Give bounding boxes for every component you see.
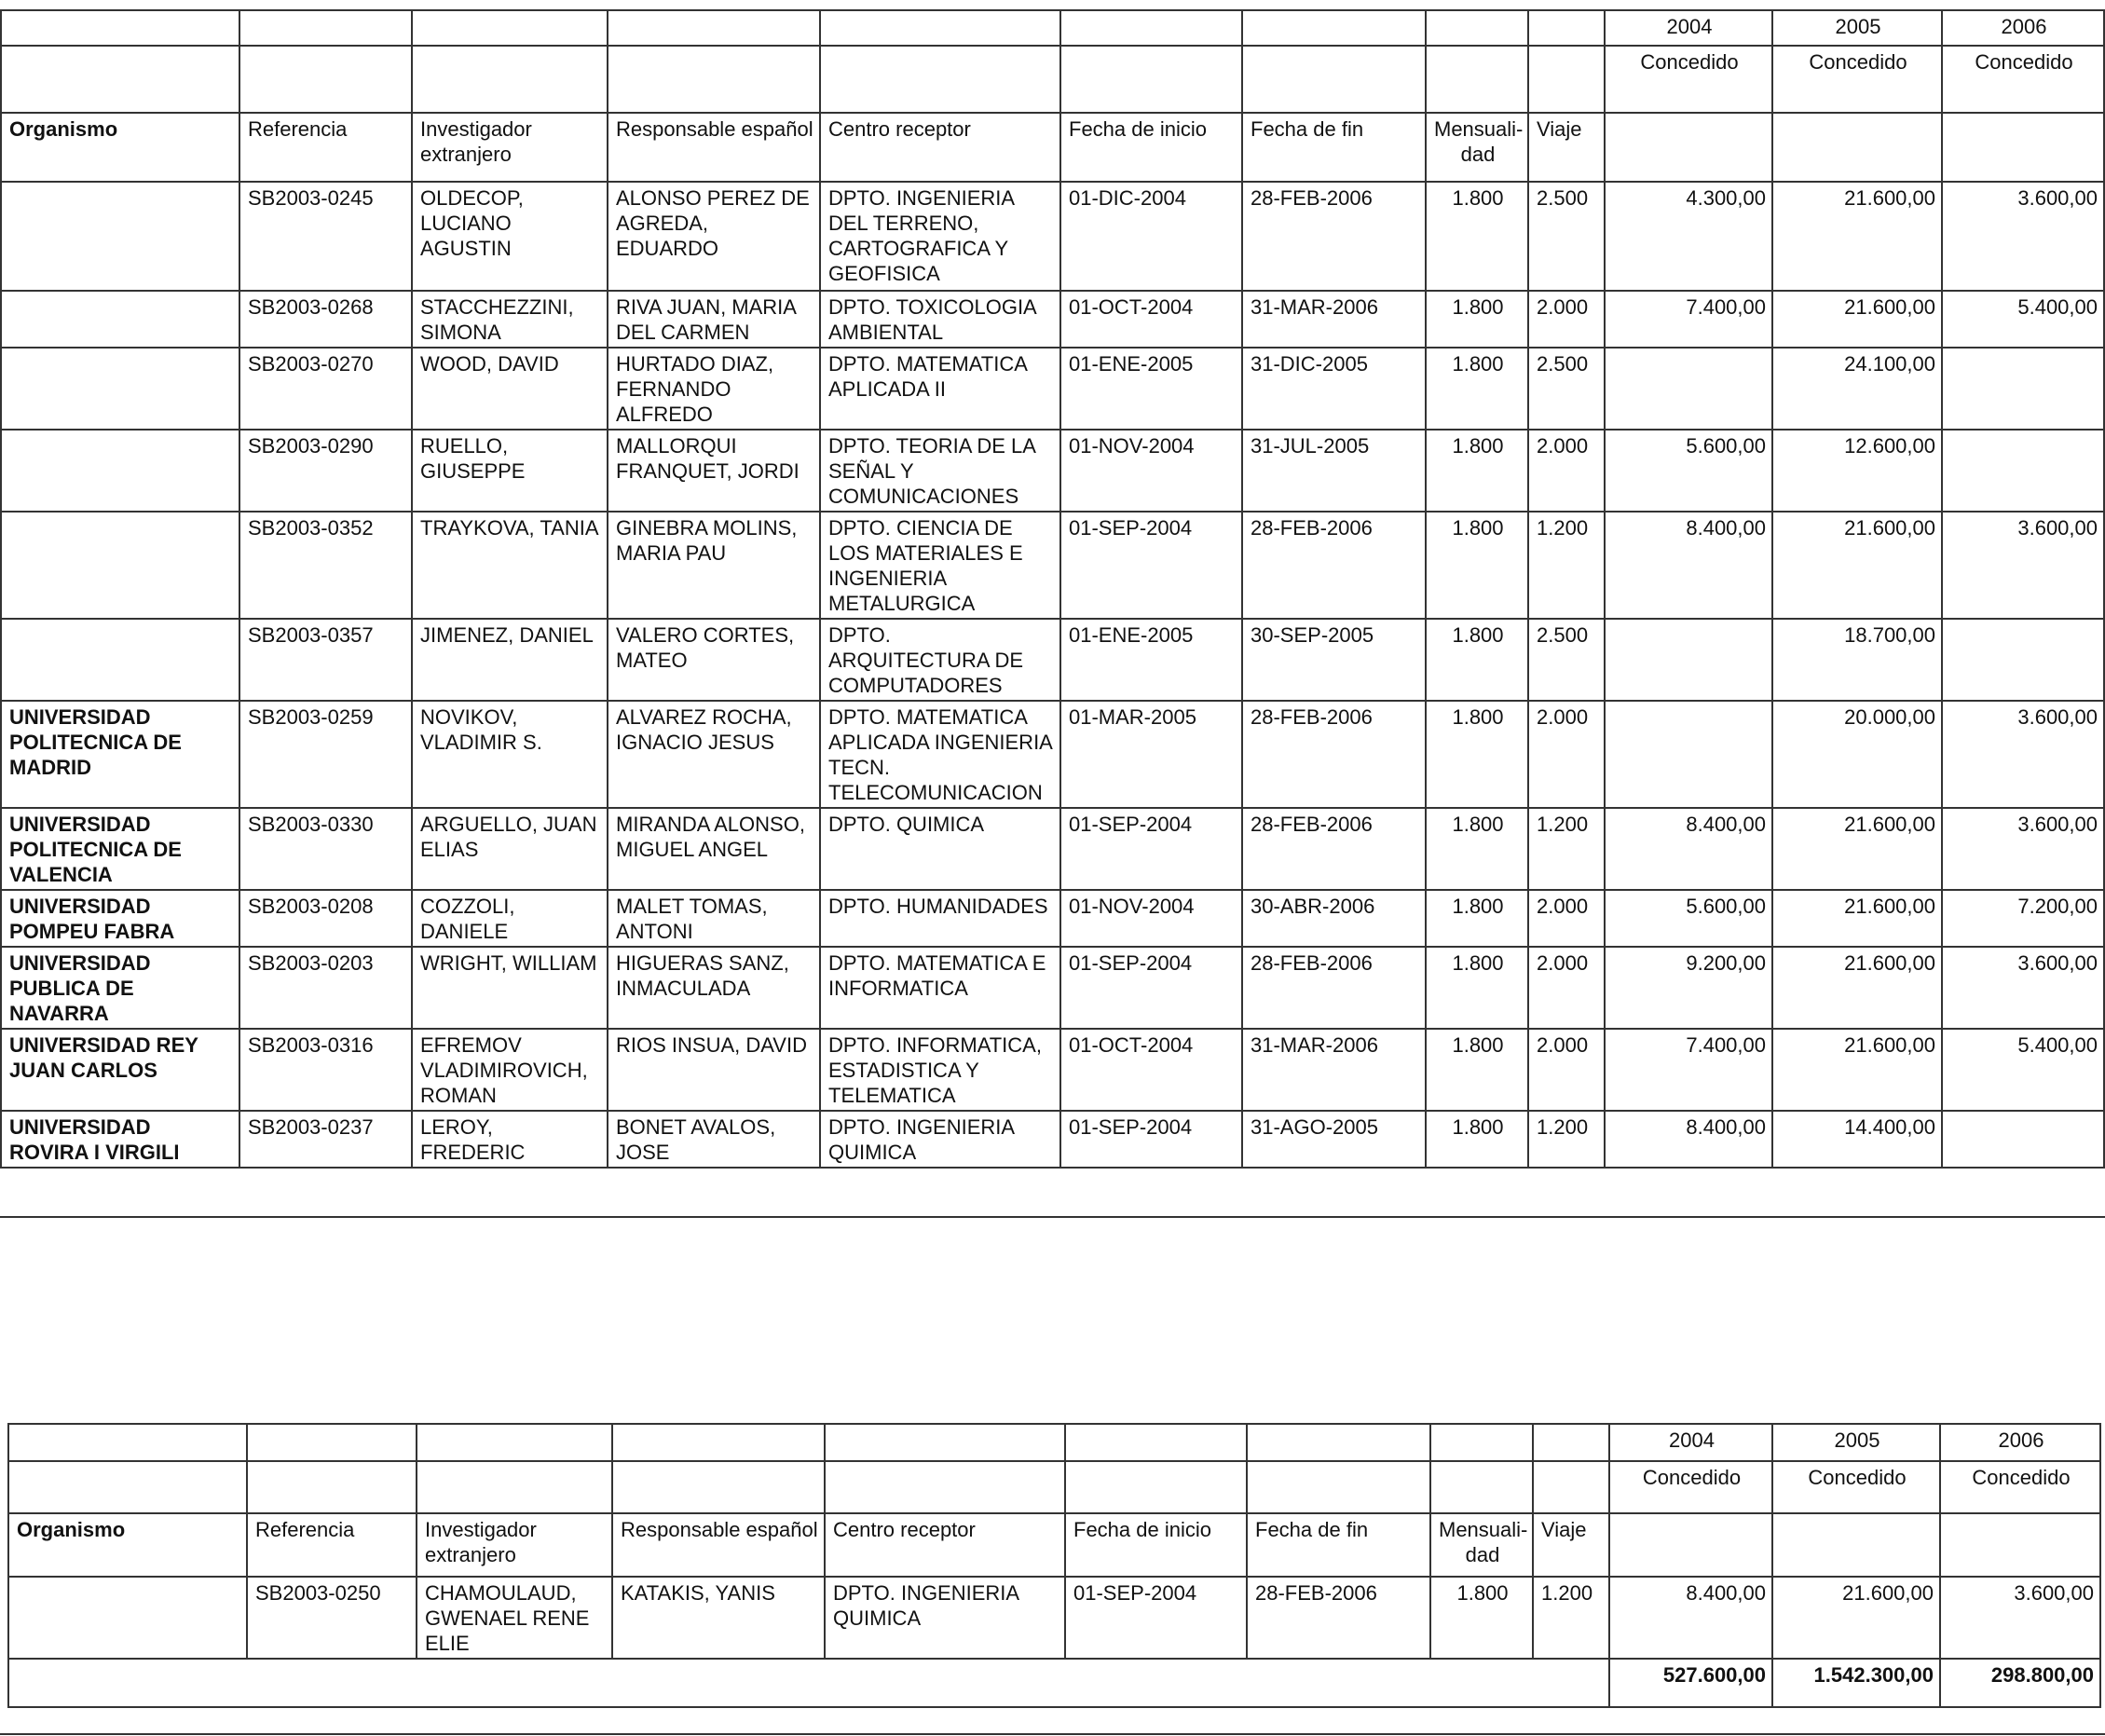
concedido-2004-cell: 9.200,00: [1605, 947, 1772, 1029]
investigador-cell: COZZOLI, DANIELE: [412, 890, 608, 947]
fecha-fin-cell: 28-FEB-2006: [1242, 947, 1426, 1029]
viaje-cell: 2.000: [1528, 430, 1605, 512]
fecha-fin-cell: 31-AGO-2005: [1242, 1111, 1426, 1168]
year-header-row: [1, 10, 2104, 46]
blank-cell: [1772, 1513, 1940, 1577]
fecha-inicio-cell: 01-SEP-2004: [1060, 808, 1242, 890]
responsable-cell: ALONSO PEREZ DE AGREDA, EDUARDO: [608, 182, 820, 291]
blank-cell: [1533, 1424, 1609, 1461]
investigador-cell: JIMENEZ, DANIEL: [412, 619, 608, 701]
referencia-cell: SB2003-0268: [239, 291, 412, 348]
concedido-header-row: [1, 46, 2104, 113]
blank-cell: [612, 1461, 825, 1513]
investigador-cell: NOVIKOV, VLADIMIR S.: [412, 701, 608, 808]
fecha-fin-cell: 28-FEB-2006: [1242, 182, 1426, 291]
concedido-2005-header: Concedido: [1772, 1461, 1940, 1513]
fecha-inicio-cell: 01-OCT-2004: [1060, 291, 1242, 348]
mensualidad-cell: 1.800: [1426, 291, 1528, 348]
total-2006: 298.800,00: [1940, 1659, 2100, 1707]
blank-cell: [1609, 1513, 1772, 1577]
organismo-header: Organismo: [1, 113, 239, 182]
blank-cell: [239, 46, 412, 113]
centro-cell: DPTO. MATEMATICA APLICADA INGENIERIA TECN. TELECOMUNICACION: [820, 701, 1060, 808]
organismo-cell: UNIVERSIDAD ROVIRA I VIRGILI: [1, 1111, 239, 1168]
bottom-divider: [0, 1733, 2105, 1735]
blank-cell: [1533, 1461, 1609, 1513]
responsable-cell: MIRANDA ALONSO, MIGUEL ANGEL: [608, 808, 820, 890]
concedido-2004-cell: 8.400,00: [1609, 1577, 1772, 1659]
concedido-2004-cell: [1605, 619, 1772, 701]
blank-cell: [412, 10, 608, 46]
blank-cell: [1528, 10, 1605, 46]
fecha-fin-cell: 28-FEB-2006: [1242, 701, 1426, 808]
fecha-fin-header: Fecha de fin: [1247, 1513, 1430, 1577]
referencia-cell: SB2003-0245: [239, 182, 412, 291]
fecha-inicio-header: Fecha de inicio: [1060, 113, 1242, 182]
concedido-2006-cell: [1942, 1111, 2104, 1168]
concedido-2006-cell: 3.600,00: [1942, 947, 2104, 1029]
mensualidad-header: Mensuali- dad: [1426, 113, 1528, 182]
year-2004-header: 2004: [1609, 1424, 1772, 1461]
totals-row: [8, 1659, 2100, 1707]
concedido-2005-cell: 20.000,00: [1772, 701, 1942, 808]
concedido-2005-cell: 21.600,00: [1772, 890, 1942, 947]
centro-header: Centro receptor: [825, 1513, 1065, 1577]
organismo-cell: [1, 291, 239, 348]
concedido-header-row: [8, 1461, 2100, 1513]
blank-cell: [1065, 1424, 1247, 1461]
blank-cell: [820, 10, 1060, 46]
mensualidad-cell: 1.800: [1426, 808, 1528, 890]
blank-cell: [1528, 46, 1605, 113]
responsable-cell: HURTADO DIAZ, FERNANDO ALFREDO: [608, 348, 820, 430]
concedido-2005-cell: 21.600,00: [1772, 512, 1942, 619]
concedido-2004-cell: 8.400,00: [1605, 1111, 1772, 1168]
responsable-cell: ALVAREZ ROCHA, IGNACIO JESUS: [608, 701, 820, 808]
organismo-cell: UNIVERSIDAD POLITECNICA DE MADRID: [1, 701, 239, 808]
blank-cell: [417, 1461, 612, 1513]
organismo-cell: [8, 1577, 247, 1659]
centro-cell: DPTO. MATEMATICA APLICADA II: [820, 348, 1060, 430]
centro-cell: DPTO. INGENIERIA DEL TERRENO, CARTOGRAFICA Y GEOFISICA: [820, 182, 1060, 291]
table-row: [1, 947, 2104, 1029]
centro-cell: DPTO. TEORIA DE LA SEÑAL Y COMUNICACIONES: [820, 430, 1060, 512]
blank-cell: [1242, 10, 1426, 46]
centro-cell: DPTO. INGENIERIA QUIMICA: [820, 1111, 1060, 1168]
fecha-inicio-cell: 01-MAR-2005: [1060, 701, 1242, 808]
organismo-cell: [1, 619, 239, 701]
concedido-2005-header: Concedido: [1772, 46, 1942, 113]
concedido-2006-cell: 3.600,00: [1942, 808, 2104, 890]
blank-cell: [1426, 46, 1528, 113]
table-row: [1, 701, 2104, 808]
blank-cell: [825, 1461, 1065, 1513]
concedido-2006-cell: 5.400,00: [1942, 291, 2104, 348]
viaje-cell: 2.000: [1528, 890, 1605, 947]
concedido-2005-cell: 21.600,00: [1772, 182, 1942, 291]
fecha-fin-cell: 30-SEP-2005: [1242, 619, 1426, 701]
mensualidad-cell: 1.800: [1426, 430, 1528, 512]
viaje-cell: 2.000: [1528, 291, 1605, 348]
referencia-cell: SB2003-0259: [239, 701, 412, 808]
section-divider: [0, 1216, 2105, 1218]
mensualidad-cell: 1.800: [1426, 182, 1528, 291]
concedido-2006-cell: [1942, 430, 2104, 512]
mensualidad-cell: 1.800: [1426, 348, 1528, 430]
investigador-cell: LEROY, FREDERIC: [412, 1111, 608, 1168]
blank-cell: [1940, 1513, 2100, 1577]
responsable-cell: GINEBRA MOLINS, MARIA PAU: [608, 512, 820, 619]
organismo-cell: [1, 430, 239, 512]
fecha-inicio-cell: 01-NOV-2004: [1060, 430, 1242, 512]
responsable-cell: VALERO CORTES, MATEO: [608, 619, 820, 701]
centro-cell: DPTO. HUMANIDADES: [820, 890, 1060, 947]
blank-cell: [1060, 10, 1242, 46]
concedido-2005-cell: 14.400,00: [1772, 1111, 1942, 1168]
blank-cell: [608, 10, 820, 46]
concedido-2004-cell: 8.400,00: [1605, 808, 1772, 890]
column-header-row: [1, 113, 2104, 182]
responsable-cell: RIOS INSUA, DAVID: [608, 1029, 820, 1111]
referencia-cell: SB2003-0270: [239, 348, 412, 430]
investigador-cell: TRAYKOVA, TANIA: [412, 512, 608, 619]
investigador-header: Investigador extranjero: [417, 1513, 612, 1577]
blank-cell: [1065, 1461, 1247, 1513]
viaje-cell: 2.000: [1528, 1029, 1605, 1111]
investigador-cell: ARGUELLO, JUAN ELIAS: [412, 808, 608, 890]
organismo-cell: [1, 348, 239, 430]
grants-table-1: [0, 9, 2105, 1169]
centro-cell: DPTO. CIENCIA DE LOS MATERIALES E INGENIERIA METALURGICA: [820, 512, 1060, 619]
concedido-2004-cell: 5.600,00: [1605, 430, 1772, 512]
referencia-cell: SB2003-0316: [239, 1029, 412, 1111]
organismo-header: Organismo: [8, 1513, 247, 1577]
investigador-cell: RUELLO, GIUSEPPE: [412, 430, 608, 512]
responsable-cell: MALET TOMAS, ANTONI: [608, 890, 820, 947]
concedido-2005-cell: 21.600,00: [1772, 1029, 1942, 1111]
blank-cell: [1, 10, 239, 46]
concedido-2004-cell: [1605, 348, 1772, 430]
viaje-cell: 2.500: [1528, 619, 1605, 701]
blank-cell: [1247, 1424, 1430, 1461]
viaje-cell: 2.000: [1528, 947, 1605, 1029]
fecha-inicio-cell: 01-ENE-2005: [1060, 348, 1242, 430]
fecha-inicio-cell: 01-DIC-2004: [1060, 182, 1242, 291]
table-row: [1, 808, 2104, 890]
investigador-cell: OLDECOP, LUCIANO AGUSTIN: [412, 182, 608, 291]
concedido-2004-header: Concedido: [1609, 1461, 1772, 1513]
viaje-cell: 1.200: [1528, 1111, 1605, 1168]
investigador-cell: STACCHEZZINI, SIMONA: [412, 291, 608, 348]
mensualidad-cell: 1.800: [1426, 701, 1528, 808]
year-2005-header: 2005: [1772, 1424, 1940, 1461]
viaje-cell: 2.000: [1528, 701, 1605, 808]
organismo-cell: [1, 182, 239, 291]
year-2004-header: 2004: [1605, 10, 1772, 46]
organismo-cell: UNIVERSIDAD REY JUAN CARLOS: [1, 1029, 239, 1111]
investigador-cell: WRIGHT, WILLIAM: [412, 947, 608, 1029]
mensualidad-cell: 1.800: [1426, 1111, 1528, 1168]
investigador-cell: EFREMOV VLADIMIROVICH, ROMAN: [412, 1029, 608, 1111]
year-2006-header: 2006: [1942, 10, 2104, 46]
viaje-cell: 2.500: [1528, 348, 1605, 430]
responsable-cell: MALLORQUI FRANQUET, JORDI: [608, 430, 820, 512]
fecha-fin-cell: 28-FEB-2006: [1242, 512, 1426, 619]
centro-header: Centro receptor: [820, 113, 1060, 182]
concedido-2006-cell: 3.600,00: [1942, 182, 2104, 291]
concedido-2005-cell: 12.600,00: [1772, 430, 1942, 512]
blank-cell: [8, 1424, 247, 1461]
referencia-cell: SB2003-0352: [239, 512, 412, 619]
table-row: [1, 348, 2104, 430]
mensualidad-cell: 1.800: [1426, 512, 1528, 619]
fecha-fin-cell: 31-DIC-2005: [1242, 348, 1426, 430]
table-row: [1, 430, 2104, 512]
fecha-inicio-header: Fecha de inicio: [1065, 1513, 1247, 1577]
fecha-inicio-cell: 01-SEP-2004: [1060, 1111, 1242, 1168]
blank-cell: [1242, 46, 1426, 113]
concedido-2006-header: Concedido: [1942, 46, 2104, 113]
blank-cell: [608, 46, 820, 113]
centro-cell: DPTO. INGENIERIA QUIMICA: [825, 1577, 1065, 1659]
blank-cell: [8, 1461, 247, 1513]
concedido-2004-cell: 5.600,00: [1605, 890, 1772, 947]
table-row: [1, 182, 2104, 291]
fecha-inicio-cell: 01-ENE-2005: [1060, 619, 1242, 701]
blank-cell: [1430, 1424, 1533, 1461]
investigador-cell: WOOD, DAVID: [412, 348, 608, 430]
centro-cell: DPTO. ARQUITECTURA DE COMPUTADORES: [820, 619, 1060, 701]
viaje-header: Viaje: [1528, 113, 1605, 182]
concedido-2004-cell: 4.300,00: [1605, 182, 1772, 291]
year-header-row: [8, 1424, 2100, 1461]
concedido-2006-cell: 3.600,00: [1940, 1577, 2100, 1659]
responsable-cell: HIGUERAS SANZ, INMACULADA: [608, 947, 820, 1029]
concedido-2006-cell: [1942, 619, 2104, 701]
grants-table-2: [7, 1423, 2101, 1708]
mensualidad-cell: 1.800: [1430, 1577, 1533, 1659]
concedido-2004-cell: 7.400,00: [1605, 291, 1772, 348]
table-row: [1, 890, 2104, 947]
referencia-cell: SB2003-0357: [239, 619, 412, 701]
referencia-header: Referencia: [247, 1513, 417, 1577]
mensualidad-cell: 1.800: [1426, 1029, 1528, 1111]
investigador-cell: CHAMOULAUD, GWENAEL RENE ELIE: [417, 1577, 612, 1659]
total-2005: 1.542.300,00: [1772, 1659, 1940, 1707]
centro-cell: DPTO. QUIMICA: [820, 808, 1060, 890]
concedido-2006-header: Concedido: [1940, 1461, 2100, 1513]
concedido-2006-cell: 3.600,00: [1942, 512, 2104, 619]
responsable-cell: KATAKIS, YANIS: [612, 1577, 825, 1659]
blank-cell: [247, 1461, 417, 1513]
blank-cell: [820, 46, 1060, 113]
organismo-cell: UNIVERSIDAD PUBLICA DE NAVARRA: [1, 947, 239, 1029]
fecha-fin-cell: 31-MAR-2006: [1242, 1029, 1426, 1111]
concedido-2004-cell: [1605, 701, 1772, 808]
table-row: [1, 619, 2104, 701]
organismo-cell: [1, 512, 239, 619]
concedido-2005-cell: 21.600,00: [1772, 808, 1942, 890]
responsable-cell: BONET AVALOS, JOSE: [608, 1111, 820, 1168]
mensualidad-cell: 1.800: [1426, 890, 1528, 947]
centro-cell: DPTO. TOXICOLOGIA AMBIENTAL: [820, 291, 1060, 348]
totals-blank-cell: [8, 1659, 1609, 1707]
referencia-header: Referencia: [239, 113, 412, 182]
fecha-inicio-cell: 01-SEP-2004: [1065, 1577, 1247, 1659]
referencia-cell: SB2003-0290: [239, 430, 412, 512]
responsable-header: Responsable español: [608, 113, 820, 182]
blank-cell: [239, 10, 412, 46]
centro-cell: DPTO. MATEMATICA E INFORMATICA: [820, 947, 1060, 1029]
organismo-cell: UNIVERSIDAD POMPEU FABRA: [1, 890, 239, 947]
concedido-2004-header: Concedido: [1605, 46, 1772, 113]
table-row: [8, 1577, 2100, 1659]
table-row: [1, 512, 2104, 619]
viaje-header: Viaje: [1533, 1513, 1609, 1577]
fecha-inicio-cell: 01-OCT-2004: [1060, 1029, 1242, 1111]
concedido-2004-cell: 7.400,00: [1605, 1029, 1772, 1111]
blank-cell: [412, 46, 608, 113]
column-header-row: [8, 1513, 2100, 1577]
year-2005-header: 2005: [1772, 10, 1942, 46]
concedido-2004-cell: 8.400,00: [1605, 512, 1772, 619]
concedido-2005-cell: 21.600,00: [1772, 291, 1942, 348]
blank-cell: [1942, 113, 2104, 182]
concedido-2006-cell: [1942, 348, 2104, 430]
centro-cell: DPTO. INFORMATICA, ESTADISTICA Y TELEMATICA: [820, 1029, 1060, 1111]
fecha-fin-cell: 30-ABR-2006: [1242, 890, 1426, 947]
fecha-fin-header: Fecha de fin: [1242, 113, 1426, 182]
blank-cell: [417, 1424, 612, 1461]
year-2006-header: 2006: [1940, 1424, 2100, 1461]
responsable-cell: RIVA JUAN, MARIA DEL CARMEN: [608, 291, 820, 348]
concedido-2005-cell: 21.600,00: [1772, 1577, 1940, 1659]
table-row: [1, 1029, 2104, 1111]
concedido-2006-cell: 3.600,00: [1942, 701, 2104, 808]
table-row: [1, 291, 2104, 348]
blank-cell: [1247, 1461, 1430, 1513]
mensualidad-cell: 1.800: [1426, 619, 1528, 701]
viaje-cell: 1.200: [1528, 808, 1605, 890]
blank-cell: [825, 1424, 1065, 1461]
viaje-cell: 1.200: [1533, 1577, 1609, 1659]
fecha-inicio-cell: 01-SEP-2004: [1060, 512, 1242, 619]
investigador-header: Investigador extranjero: [412, 113, 608, 182]
fecha-fin-cell: 31-MAR-2006: [1242, 291, 1426, 348]
concedido-2005-cell: 21.600,00: [1772, 947, 1942, 1029]
fecha-inicio-cell: 01-SEP-2004: [1060, 947, 1242, 1029]
responsable-header: Responsable español: [612, 1513, 825, 1577]
blank-cell: [1605, 113, 1772, 182]
mensualidad-header: Mensuali- dad: [1430, 1513, 1533, 1577]
referencia-cell: SB2003-0330: [239, 808, 412, 890]
blank-cell: [1772, 113, 1942, 182]
referencia-cell: SB2003-0250: [247, 1577, 417, 1659]
table-row: [1, 1111, 2104, 1168]
blank-cell: [1, 46, 239, 113]
blank-cell: [247, 1424, 417, 1461]
fecha-fin-cell: 28-FEB-2006: [1247, 1577, 1430, 1659]
fecha-inicio-cell: 01-NOV-2004: [1060, 890, 1242, 947]
blank-cell: [1060, 46, 1242, 113]
blank-cell: [1426, 10, 1528, 46]
referencia-cell: SB2003-0203: [239, 947, 412, 1029]
total-2004: 527.600,00: [1609, 1659, 1772, 1707]
blank-cell: [1430, 1461, 1533, 1513]
concedido-2006-cell: 7.200,00: [1942, 890, 2104, 947]
concedido-2005-cell: 24.100,00: [1772, 348, 1942, 430]
mensualidad-cell: 1.800: [1426, 947, 1528, 1029]
fecha-fin-cell: 31-JUL-2005: [1242, 430, 1426, 512]
referencia-cell: SB2003-0237: [239, 1111, 412, 1168]
viaje-cell: 2.500: [1528, 182, 1605, 291]
concedido-2006-cell: 5.400,00: [1942, 1029, 2104, 1111]
concedido-2005-cell: 18.700,00: [1772, 619, 1942, 701]
organismo-cell: UNIVERSIDAD POLITECNICA DE VALENCIA: [1, 808, 239, 890]
fecha-fin-cell: 28-FEB-2006: [1242, 808, 1426, 890]
blank-cell: [612, 1424, 825, 1461]
viaje-cell: 1.200: [1528, 512, 1605, 619]
referencia-cell: SB2003-0208: [239, 890, 412, 947]
